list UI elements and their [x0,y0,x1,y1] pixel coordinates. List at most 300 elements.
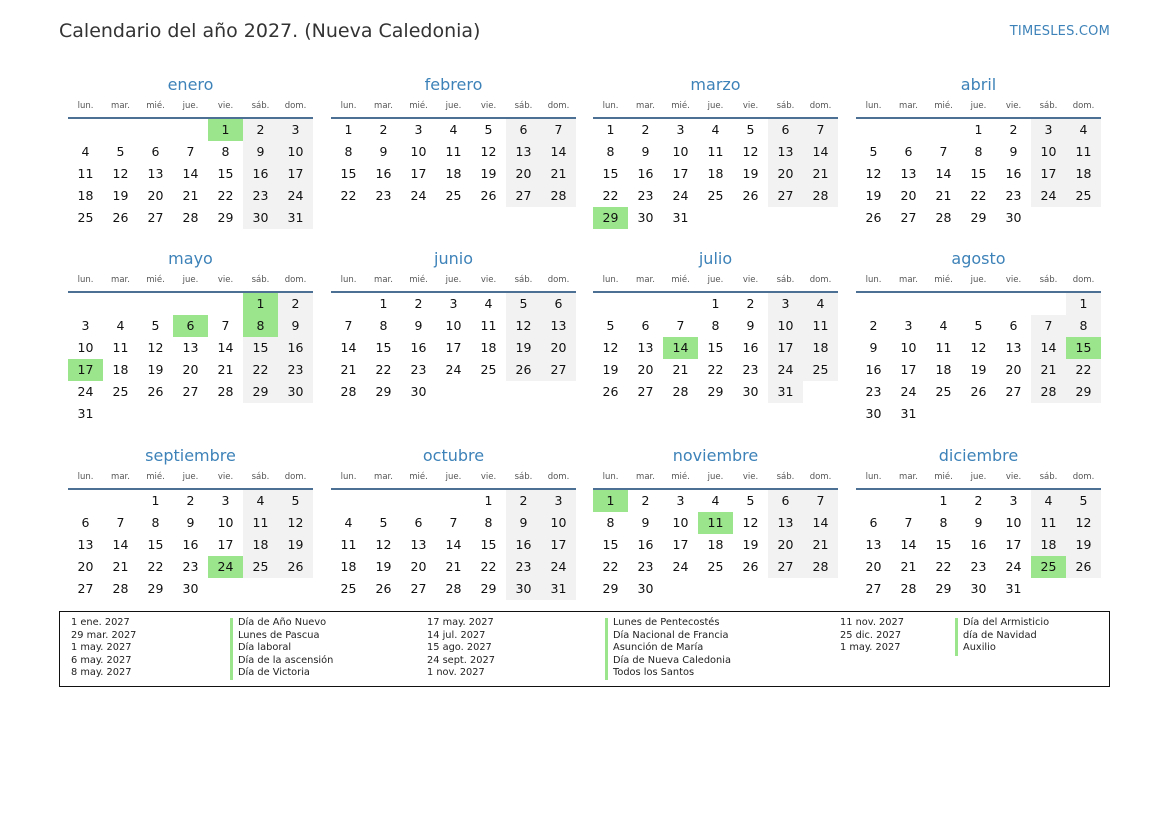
day-cell[interactable]: 7 [1031,315,1066,337]
day-cell[interactable]: 23 [970,559,987,574]
day-cell[interactable]: 27 [865,581,882,596]
day-cell[interactable]: 10 [410,144,427,159]
day-cell[interactable]: 12 [112,166,129,181]
day-cell[interactable]: 19 [480,166,497,181]
day-cell[interactable]: 6 [768,119,803,141]
day-cell[interactable]: 26 [865,210,882,225]
day-cell[interactable]: 25 [445,188,462,203]
day-cell[interactable]: 7 [344,318,353,333]
day-cell[interactable]: 7 [803,490,838,512]
day-cell[interactable]: 26 [375,581,392,596]
day-cell[interactable]: 14 [900,537,917,552]
day-cell[interactable]: 19 [602,362,619,377]
day-cell[interactable]: 21 [217,362,234,377]
day-cell[interactable]: 24 [541,556,576,578]
day-cell[interactable]: 20 [77,559,94,574]
day-cell[interactable]: 30 [278,381,313,403]
day-cell[interactable]: 3 [221,493,230,508]
day-cell[interactable]: 19 [112,188,129,203]
day-cell[interactable]: 14 [541,141,576,163]
day-cell[interactable]: 18 [77,188,94,203]
day-cell[interactable]: 27 [541,359,576,381]
day-cell[interactable]: 11 [77,166,94,181]
day-cell[interactable]: 22 [602,188,619,203]
day-cell[interactable]: 17 [445,340,462,355]
day-cell[interactable]: 8 [939,515,948,530]
day-cell[interactable]: 12 [480,144,497,159]
day-cell[interactable]: 3 [449,296,458,311]
day-cell[interactable]: 22 [243,359,278,381]
day-cell[interactable]: 10 [672,144,689,159]
day-cell[interactable]: 9 [379,144,388,159]
day-cell[interactable]: 23 [637,559,654,574]
day-cell[interactable]: 6 [904,144,913,159]
day-cell[interactable]: 9 [974,515,983,530]
day-cell[interactable]: 14 [1031,337,1066,359]
day-cell[interactable]: 12 [506,315,541,337]
day-cell[interactable]: 22 [602,559,619,574]
day-cell[interactable]: 21 [935,188,952,203]
day-cell[interactable]: 4 [1031,490,1066,512]
day-cell[interactable]: 21 [803,163,838,185]
day-cell[interactable]: 13 [768,141,803,163]
day-cell[interactable]: 2 [869,318,878,333]
day-cell[interactable]: 31 [900,406,917,421]
day-cell[interactable]: 15 [480,537,497,552]
day-cell[interactable]: 29 [1066,381,1101,403]
day-cell[interactable]: 19 [375,559,392,574]
day-cell[interactable]: 5 [974,318,983,333]
day-cell[interactable]: 28 [182,210,199,225]
day-cell[interactable]: 28 [900,581,917,596]
day-cell[interactable]: 3 [676,122,685,137]
day-cell[interactable]: 6 [81,515,90,530]
day-cell[interactable]: 5 [869,144,878,159]
day-cell[interactable]: 21 [900,559,917,574]
day-cell[interactable]: 31 [541,578,576,600]
day-cell[interactable]: 12 [742,144,759,159]
day-cell[interactable]: 30 [865,406,882,421]
day-cell[interactable]: 5 [484,122,493,137]
day-cell[interactable]: 16 [970,537,987,552]
day-cell[interactable]: 6 [414,515,423,530]
day-cell[interactable]: 11 [112,340,129,355]
day-cell[interactable]: 2 [278,293,313,315]
holiday-day-cell[interactable]: 14 [663,337,698,359]
day-cell[interactable]: 17 [410,166,427,181]
day-cell[interactable]: 1 [1066,293,1101,315]
day-cell[interactable]: 6 [1009,318,1018,333]
day-cell[interactable]: 3 [1031,119,1066,141]
day-cell[interactable]: 13 [506,141,541,163]
day-cell[interactable]: 13 [182,340,199,355]
day-cell[interactable]: 26 [602,384,619,399]
day-cell[interactable]: 18 [935,362,952,377]
day-cell[interactable]: 19 [506,337,541,359]
day-cell[interactable]: 28 [340,384,357,399]
day-cell[interactable]: 1 [974,122,983,137]
day-cell[interactable]: 20 [768,534,803,556]
day-cell[interactable]: 24 [672,188,689,203]
day-cell[interactable]: 24 [1005,559,1022,574]
day-cell[interactable]: 17 [672,166,689,181]
day-cell[interactable]: 23 [742,362,759,377]
day-cell[interactable]: 30 [410,384,427,399]
day-cell[interactable]: 18 [445,166,462,181]
day-cell[interactable]: 19 [865,188,882,203]
day-cell[interactable]: 17 [768,337,803,359]
day-cell[interactable]: 11 [935,340,952,355]
day-cell[interactable]: 3 [904,318,913,333]
day-cell[interactable]: 27 [147,210,164,225]
day-cell[interactable]: 22 [970,188,987,203]
day-cell[interactable]: 3 [768,293,803,315]
day-cell[interactable]: 27 [637,384,654,399]
day-cell[interactable]: 20 [637,362,654,377]
day-cell[interactable]: 14 [803,512,838,534]
day-cell[interactable]: 12 [278,512,313,534]
day-cell[interactable]: 20 [147,188,164,203]
day-cell[interactable]: 15 [147,537,164,552]
day-cell[interactable]: 23 [375,188,392,203]
holiday-day-cell[interactable]: 24 [208,556,243,578]
day-cell[interactable]: 25 [803,359,838,381]
day-cell[interactable]: 27 [506,185,541,207]
day-cell[interactable]: 26 [506,359,541,381]
day-cell[interactable]: 10 [672,515,689,530]
day-cell[interactable]: 16 [637,166,654,181]
day-cell[interactable]: 6 [541,293,576,315]
day-cell[interactable]: 3 [1009,493,1018,508]
day-cell[interactable]: 25 [243,556,278,578]
day-cell[interactable]: 15 [935,537,952,552]
day-cell[interactable]: 30 [742,384,759,399]
day-cell[interactable]: 4 [449,122,458,137]
holiday-day-cell[interactable]: 17 [68,359,103,381]
day-cell[interactable]: 18 [480,340,497,355]
day-cell[interactable]: 13 [77,537,94,552]
day-cell[interactable]: 12 [742,515,759,530]
day-cell[interactable]: 25 [77,210,94,225]
day-cell[interactable]: 1 [151,493,160,508]
day-cell[interactable]: 4 [711,122,720,137]
day-cell[interactable]: 19 [147,362,164,377]
day-cell[interactable]: 28 [803,185,838,207]
day-cell[interactable]: 15 [970,166,987,181]
day-cell[interactable]: 24 [445,362,462,377]
day-cell[interactable]: 29 [147,581,164,596]
day-cell[interactable]: 10 [77,340,94,355]
day-cell[interactable]: 16 [410,340,427,355]
day-cell[interactable]: 24 [1031,185,1066,207]
day-cell[interactable]: 22 [147,559,164,574]
day-cell[interactable]: 23 [410,362,427,377]
day-cell[interactable]: 31 [77,406,94,421]
day-cell[interactable]: 14 [340,340,357,355]
day-cell[interactable]: 9 [641,515,650,530]
day-cell[interactable]: 18 [112,362,129,377]
day-cell[interactable]: 18 [707,537,724,552]
day-cell[interactable]: 11 [340,537,357,552]
day-cell[interactable]: 15 [707,340,724,355]
day-cell[interactable]: 10 [900,340,917,355]
day-cell[interactable]: 26 [742,559,759,574]
day-cell[interactable]: 5 [116,144,125,159]
day-cell[interactable]: 11 [445,144,462,159]
holiday-day-cell[interactable]: 15 [1066,337,1101,359]
day-cell[interactable]: 29 [243,381,278,403]
day-cell[interactable]: 2 [414,296,423,311]
day-cell[interactable]: 26 [1066,556,1101,578]
day-cell[interactable]: 2 [379,122,388,137]
day-cell[interactable]: 9 [414,318,423,333]
day-cell[interactable]: 27 [182,384,199,399]
day-cell[interactable]: 28 [1031,381,1066,403]
day-cell[interactable]: 2 [746,296,755,311]
day-cell[interactable]: 28 [112,581,129,596]
day-cell[interactable]: 30 [243,207,278,229]
day-cell[interactable]: 4 [81,144,90,159]
day-cell[interactable]: 15 [217,166,234,181]
day-cell[interactable]: 20 [410,559,427,574]
day-cell[interactable]: 17 [900,362,917,377]
holiday-day-cell[interactable]: 1 [208,119,243,141]
day-cell[interactable]: 1 [344,122,353,137]
day-cell[interactable]: 13 [541,315,576,337]
day-cell[interactable]: 28 [803,556,838,578]
day-cell[interactable]: 10 [217,515,234,530]
day-cell[interactable]: 17 [541,534,576,556]
day-cell[interactable]: 21 [803,534,838,556]
day-cell[interactable]: 8 [1066,315,1101,337]
day-cell[interactable]: 2 [974,493,983,508]
day-cell[interactable]: 31 [278,207,313,229]
day-cell[interactable]: 24 [900,384,917,399]
day-cell[interactable]: 31 [672,210,689,225]
day-cell[interactable]: 7 [116,515,125,530]
day-cell[interactable]: 27 [768,556,803,578]
day-cell[interactable]: 30 [182,581,199,596]
day-cell[interactable]: 29 [935,581,952,596]
day-cell[interactable]: 18 [1031,534,1066,556]
day-cell[interactable]: 7 [221,318,230,333]
day-cell[interactable]: 9 [869,340,878,355]
holiday-day-cell[interactable]: 29 [593,207,628,229]
day-cell[interactable]: 28 [672,384,689,399]
day-cell[interactable]: 10 [278,141,313,163]
day-cell[interactable]: 12 [865,166,882,181]
day-cell[interactable]: 25 [480,362,497,377]
day-cell[interactable]: 13 [1005,340,1022,355]
holiday-day-cell[interactable]: 25 [1031,556,1066,578]
day-cell[interactable]: 18 [707,166,724,181]
day-cell[interactable]: 3 [541,490,576,512]
day-cell[interactable]: 9 [243,141,278,163]
day-cell[interactable]: 13 [900,166,917,181]
day-cell[interactable]: 24 [77,384,94,399]
day-cell[interactable]: 16 [375,166,392,181]
day-cell[interactable]: 29 [375,384,392,399]
day-cell[interactable]: 9 [746,318,755,333]
day-cell[interactable]: 8 [606,515,615,530]
day-cell[interactable]: 7 [449,515,458,530]
day-cell[interactable]: 22 [340,188,357,203]
day-cell[interactable]: 2 [186,493,195,508]
day-cell[interactable]: 30 [637,210,654,225]
day-cell[interactable]: 16 [278,337,313,359]
day-cell[interactable]: 11 [803,315,838,337]
day-cell[interactable]: 12 [970,340,987,355]
day-cell[interactable]: 11 [1066,141,1101,163]
day-cell[interactable]: 12 [1066,512,1101,534]
day-cell[interactable]: 19 [278,534,313,556]
day-cell[interactable]: 7 [676,318,685,333]
day-cell[interactable]: 5 [746,493,755,508]
day-cell[interactable]: 16 [243,163,278,185]
day-cell[interactable]: 22 [480,559,497,574]
day-cell[interactable]: 16 [506,534,541,556]
day-cell[interactable]: 12 [147,340,164,355]
day-cell[interactable]: 5 [278,490,313,512]
day-cell[interactable]: 31 [768,381,803,403]
day-cell[interactable]: 28 [445,581,462,596]
day-cell[interactable]: 10 [445,318,462,333]
day-cell[interactable]: 18 [340,559,357,574]
day-cell[interactable]: 2 [506,490,541,512]
day-cell[interactable]: 15 [375,340,392,355]
day-cell[interactable]: 21 [541,163,576,185]
day-cell[interactable]: 13 [147,166,164,181]
day-cell[interactable]: 4 [939,318,948,333]
day-cell[interactable]: 14 [112,537,129,552]
day-cell[interactable]: 20 [506,163,541,185]
day-cell[interactable]: 24 [278,185,313,207]
day-cell[interactable]: 4 [243,490,278,512]
day-cell[interactable]: 15 [243,337,278,359]
day-cell[interactable]: 4 [344,515,353,530]
day-cell[interactable]: 20 [541,337,576,359]
day-cell[interactable]: 8 [221,144,230,159]
day-cell[interactable]: 4 [803,293,838,315]
holiday-day-cell[interactable]: 6 [173,315,208,337]
day-cell[interactable]: 10 [1031,141,1066,163]
day-cell[interactable]: 11 [480,318,497,333]
day-cell[interactable]: 21 [672,362,689,377]
day-cell[interactable]: 6 [641,318,650,333]
day-cell[interactable]: 4 [1066,119,1101,141]
day-cell[interactable]: 25 [707,559,724,574]
day-cell[interactable]: 7 [541,119,576,141]
day-cell[interactable]: 25 [340,581,357,596]
day-cell[interactable]: 31 [1005,581,1022,596]
day-cell[interactable]: 15 [602,537,619,552]
day-cell[interactable]: 15 [602,166,619,181]
day-cell[interactable]: 8 [711,318,720,333]
day-cell[interactable]: 10 [1005,515,1022,530]
day-cell[interactable]: 29 [707,384,724,399]
day-cell[interactable]: 29 [217,210,234,225]
day-cell[interactable]: 9 [186,515,195,530]
day-cell[interactable]: 27 [900,210,917,225]
day-cell[interactable]: 11 [707,144,724,159]
day-cell[interactable]: 5 [746,122,755,137]
day-cell[interactable]: 7 [803,119,838,141]
day-cell[interactable]: 22 [375,362,392,377]
day-cell[interactable]: 16 [637,537,654,552]
day-cell[interactable]: 24 [410,188,427,203]
day-cell[interactable]: 4 [484,296,493,311]
day-cell[interactable]: 27 [410,581,427,596]
day-cell[interactable]: 18 [803,337,838,359]
day-cell[interactable]: 21 [340,362,357,377]
day-cell[interactable]: 13 [410,537,427,552]
day-cell[interactable]: 11 [1031,512,1066,534]
day-cell[interactable]: 2 [1009,122,1018,137]
day-cell[interactable]: 16 [182,537,199,552]
day-cell[interactable]: 21 [445,559,462,574]
day-cell[interactable]: 14 [445,537,462,552]
day-cell[interactable]: 22 [217,188,234,203]
day-cell[interactable]: 8 [151,515,160,530]
day-cell[interactable]: 6 [506,119,541,141]
day-cell[interactable]: 1 [606,122,615,137]
day-cell[interactable]: 27 [77,581,94,596]
day-cell[interactable]: 13 [768,512,803,534]
day-cell[interactable]: 1 [939,493,948,508]
day-cell[interactable]: 30 [970,581,987,596]
day-cell[interactable]: 24 [672,559,689,574]
day-cell[interactable]: 23 [506,556,541,578]
day-cell[interactable]: 17 [278,163,313,185]
day-cell[interactable]: 14 [803,141,838,163]
day-cell[interactable]: 19 [970,362,987,377]
day-cell[interactable]: 27 [1005,384,1022,399]
day-cell[interactable]: 30 [637,581,654,596]
day-cell[interactable]: 21 [112,559,129,574]
day-cell[interactable]: 7 [904,515,913,530]
day-cell[interactable]: 8 [606,144,615,159]
day-cell[interactable]: 12 [375,537,392,552]
day-cell[interactable]: 23 [637,188,654,203]
day-cell[interactable]: 23 [243,185,278,207]
day-cell[interactable]: 29 [970,210,987,225]
day-cell[interactable]: 21 [1031,359,1066,381]
day-cell[interactable]: 7 [939,144,948,159]
day-cell[interactable]: 2 [641,122,650,137]
day-cell[interactable]: 15 [340,166,357,181]
day-cell[interactable]: 17 [672,537,689,552]
day-cell[interactable]: 19 [742,537,759,552]
day-cell[interactable]: 14 [935,166,952,181]
day-cell[interactable]: 23 [278,359,313,381]
holiday-day-cell[interactable]: 8 [243,315,278,337]
day-cell[interactable]: 27 [768,185,803,207]
day-cell[interactable]: 9 [641,144,650,159]
day-cell[interactable]: 5 [379,515,388,530]
day-cell[interactable]: 20 [1005,362,1022,377]
day-cell[interactable]: 26 [742,188,759,203]
day-cell[interactable]: 23 [865,384,882,399]
day-cell[interactable]: 30 [1005,210,1022,225]
day-cell[interactable]: 20 [900,188,917,203]
day-cell[interactable]: 23 [1005,188,1022,203]
day-cell[interactable]: 16 [865,362,882,377]
day-cell[interactable]: 9 [1009,144,1018,159]
day-cell[interactable]: 8 [974,144,983,159]
day-cell[interactable]: 9 [506,512,541,534]
day-cell[interactable]: 19 [742,166,759,181]
day-cell[interactable]: 17 [1031,163,1066,185]
